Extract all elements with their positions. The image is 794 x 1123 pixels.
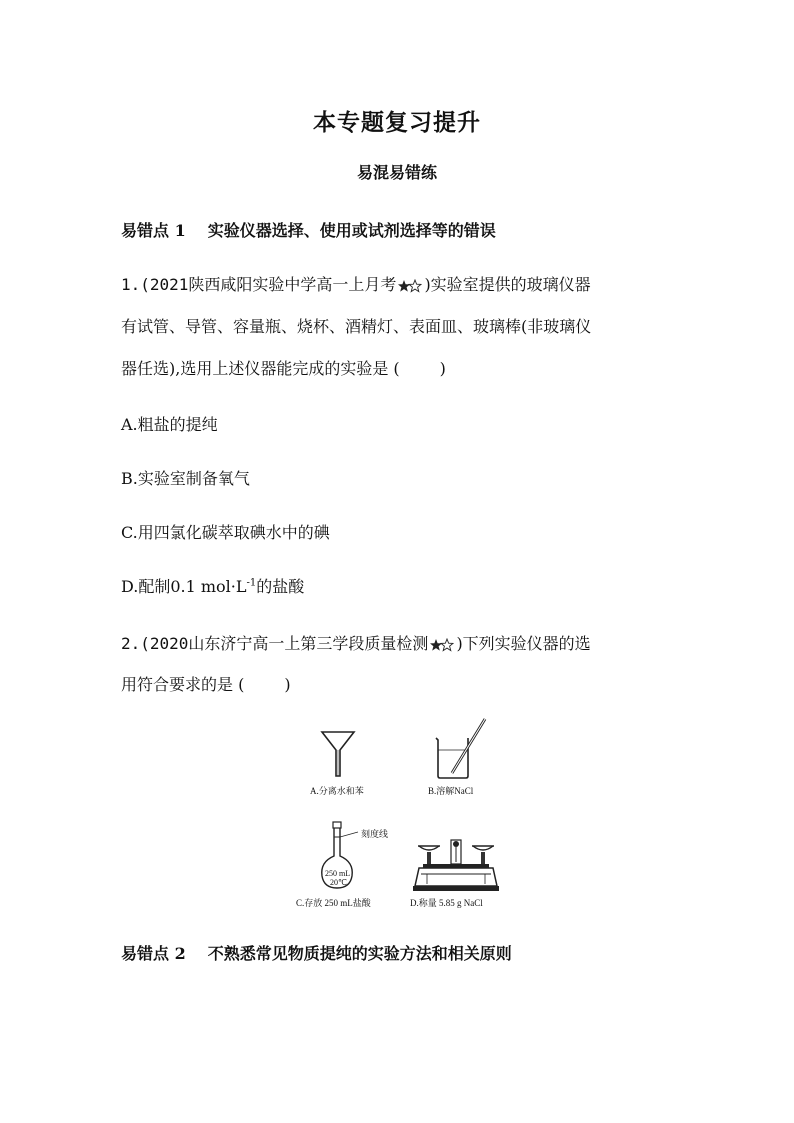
option-b[interactable]: B.实验室制备氧气 [121, 469, 250, 488]
question-1-line-2: 有试管、导管、容量瓶、烧杯、酒精灯、表面皿、玻璃棒(非玻璃仪 [121, 317, 592, 336]
caption-a: A.分离水和苯 [310, 786, 364, 796]
beaker-icon [432, 716, 492, 780]
option-c[interactable]: C.用四氯化碳萃取碘水中的碘 [121, 523, 330, 542]
question-2-line-1 [121, 631, 591, 654]
question-2-prefix: 2.(2020山东济宁高一上第三学段质量检测 [121, 634, 429, 653]
section-heading-2 [121, 941, 512, 964]
option-d[interactable]: D.配制0.1 $mol\cdot L^{-1}$的盐酸 [121, 577, 305, 596]
two-star-difficulty-icon [398, 279, 422, 293]
section-text: 不熟悉常见物质提纯的实验方法和相关原则 [207, 944, 512, 963]
page-subtitle: 易混易错练 [356, 163, 437, 182]
graduation-mark-label: 刻度线 [361, 829, 389, 839]
question-1-prefix: 1.(2021陕西咸阳实验中学高一上月考 [121, 275, 397, 294]
section-label: 易错点 2 [121, 944, 186, 963]
flask-volume-label: 250 mL [325, 869, 351, 878]
flask-temperature-label: 20℃ [330, 878, 347, 887]
balance-icon [413, 836, 499, 892]
caption-b: B.溶解NaCl [428, 786, 474, 796]
beaker-figure [432, 716, 492, 784]
question-1-text: )实验室提供的玻璃仪器 [424, 275, 591, 294]
two-star-difficulty-icon [430, 638, 454, 652]
section-label: 易错点 1 [121, 221, 186, 240]
section-heading-1 [121, 218, 496, 241]
question-1-line-3: 器任选),选用上述仪器能完成的实验是 ( ) [121, 359, 446, 378]
question-2-line-2: 用符合要求的是 ( ) [121, 675, 291, 694]
funnel-figure [320, 730, 356, 782]
section-text: 实验仪器选择、使用或试剂选择等的错误 [207, 221, 496, 240]
question-2-text: )下列实验仪器的选 [456, 634, 591, 653]
caption-c: C.存放 250 mL盐酸 [296, 898, 371, 908]
question-1-line-1 [121, 272, 591, 295]
funnel-icon [320, 730, 356, 778]
balance-figure [413, 836, 499, 896]
page-title: 本专题复习提升 [313, 109, 481, 136]
option-a[interactable]: A.粗盐的提纯 [121, 415, 218, 434]
caption-d: D.称量 5.85 g NaCl [410, 898, 483, 908]
